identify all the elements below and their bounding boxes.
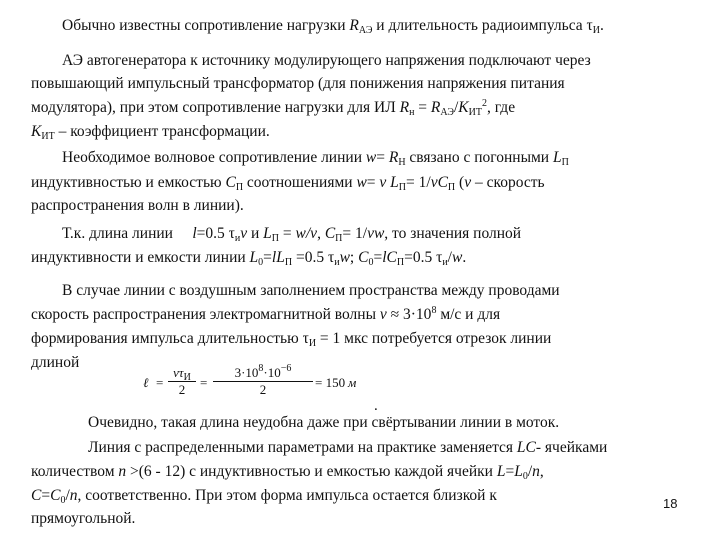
formula-l: ℓ <box>143 375 149 390</box>
paragraph-line: Необходимое волновое сопротивление линии $w= R_Н$ связано с погонными $L_П$ <box>62 149 569 168</box>
paragraph-line: $C=C_0/n$, соответственно. При этом форма импульса остается близкой к <box>31 487 497 506</box>
paragraph-line: Очевидно, такая длина неудобна даже при свёртывании линии в моток. <box>88 414 560 431</box>
paragraph-line: АЭ автогенератора к источнику модулирующего напряжения подключают через <box>62 52 591 69</box>
paragraph-line: распространения волн в линии). <box>31 197 244 214</box>
formula-result: = 150 <box>315 375 346 390</box>
paragraph-line: $K_{ИТ}$ – коэффициент трансформации. <box>31 123 270 142</box>
formula-eq: = <box>156 375 164 390</box>
paragraph-line: модулятора), при этом сопротивление нагрузки для ИЛ $R_н = R_{АЭ}/K_{ИТ}^2$, где <box>31 98 516 118</box>
paragraph-line: прямоугольной. <box>31 510 136 527</box>
formula-fraction-2: $\frac{3\cdot 10^8\cdot 10^{-6}}{2}$ <box>213 365 313 398</box>
formula-fraction-1: $v\tau_И$ 2 <box>168 365 196 398</box>
paragraph-line: повышающий импульсный трансформатор (для понижения напряжения питания <box>31 75 565 92</box>
paragraph-line: Линия с распределенными параметрами на практике заменяется LC- ячейками <box>88 439 608 456</box>
paragraph-line: скорость распространения электромагнитной волны $v \approx 3\cdot 10^8$ м/с и для <box>31 305 501 323</box>
paragraph-line: количеством n >(6 - 12) с индуктивностью и емкостью каждой ячейки $L=L_0/n$, <box>31 463 544 482</box>
paragraph-line: длиной <box>31 354 80 371</box>
paragraph-line: индуктивности и емкости линии $L_0=lL_П =0.5$ $\tau_иw$; $C_0=lC_П=0.5$ $\tau_и/w$. <box>31 249 467 268</box>
paragraph-line: индуктивностью и емкостью $C_П$ соотношениями w= v $L_П= 1/vC_П$ (v – скорость <box>31 174 545 193</box>
paragraph-line: Т.к. длина линии l=0.5 $\tau_иv$ и $L_П = w/v$, $C_П= 1/vw$, то значения полной <box>62 225 522 244</box>
paragraph-line: В случае линии с воздушным заполнением пространства между проводами <box>62 282 560 299</box>
formula-eq: = <box>200 375 208 390</box>
paragraph-line: формирования импульса длительностью $\tau_И = 1$ мкс потребуется отрезок линии <box>31 330 552 349</box>
page-number: 18 <box>663 496 678 511</box>
period-mark: . <box>374 398 378 414</box>
formula-unit: м <box>348 375 357 390</box>
paragraph-line: Обычно известны сопротивление нагрузки $R_{АЭ}$ и длительность радиоимпульса $\tau_И$. <box>62 17 604 36</box>
length-formula <box>143 363 359 405</box>
